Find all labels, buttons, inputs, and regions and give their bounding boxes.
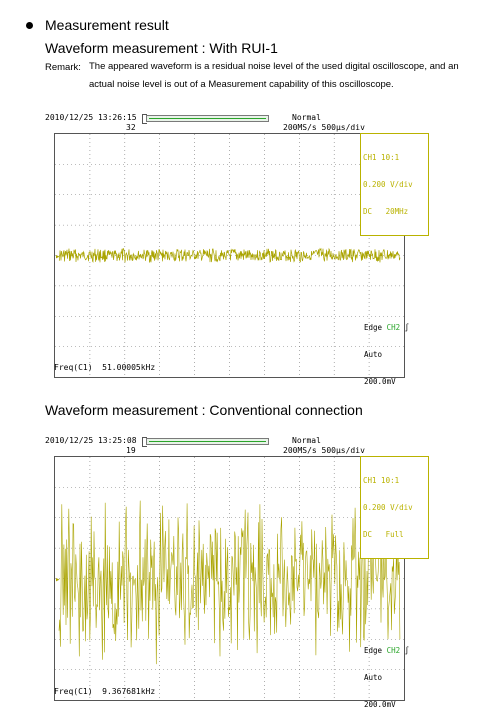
scope-count: 19 — [126, 446, 136, 455]
channel-line-3: DC Full — [363, 530, 404, 539]
memory-bar — [146, 438, 269, 445]
oscilloscope-capture-1 — [45, 113, 445, 386]
trigger-info — [364, 305, 409, 404]
remark-label: Remark: — [45, 62, 81, 73]
waveform-2-title: Waveform measurement : Conventional connection — [45, 402, 363, 418]
waveform-plot — [55, 457, 404, 700]
frequency-label: Freq(C1) — [54, 363, 93, 372]
frequency-readout — [54, 687, 155, 696]
remark-text: The appeared waveform is a residual noise level of the used digital oscilloscope, and an actual noise level is out of a Measurement capability of this oscilloscope. — [89, 61, 459, 90]
bullet-icon — [26, 22, 33, 29]
frequency-label: Freq(C1) — [54, 687, 93, 696]
channel-line-1: CH1 10:1 — [363, 153, 400, 162]
channel-info-box — [360, 456, 429, 559]
trigger-edge: Edge — [364, 323, 383, 332]
frequency-value: 9.367681kHz — [102, 687, 156, 696]
waveform-plot — [55, 134, 404, 377]
scope-mode: Normal — [292, 436, 321, 445]
channel-line-2: 0.200 V/div — [363, 503, 413, 512]
scope-count: 32 — [126, 123, 136, 132]
ground-marker-icon: ▸ — [56, 253, 60, 261]
trigger-level: 200.0mV — [364, 377, 396, 386]
trigger-channel: CH2 — [386, 646, 401, 655]
scope-datetime: 2010/12/25 13:26:15 — [45, 113, 137, 122]
scope-datetime: 2010/12/25 13:25:08 — [45, 436, 137, 445]
channel-line-3: DC 20MHz — [363, 207, 409, 216]
scope-screen — [54, 133, 405, 378]
ground-marker-icon: ▸ — [56, 576, 60, 584]
channel-line-2: 0.200 V/div — [363, 180, 413, 189]
edge-icon: ∫ — [404, 646, 410, 655]
channel-info-box — [360, 133, 429, 236]
trigger-mode: Auto — [364, 350, 383, 359]
scope-rate: 200MS/s 500µs/div — [283, 123, 365, 132]
trigger-level: 200.0mV — [364, 700, 396, 709]
section-title: Measurement result — [45, 17, 169, 33]
trigger-channel: CH2 — [386, 323, 401, 332]
edge-icon: ∫ — [404, 323, 410, 332]
frequency-readout — [54, 363, 155, 372]
scope-screen — [54, 456, 405, 701]
channel-line-1: CH1 10:1 — [363, 476, 400, 485]
memory-bar — [146, 115, 269, 122]
oscilloscope-capture-2 — [45, 436, 445, 709]
trigger-mode: Auto — [364, 673, 383, 682]
frequency-value: 51.00005kHz — [102, 363, 156, 372]
trigger-info — [364, 628, 409, 727]
scope-rate: 200MS/s 500µs/div — [283, 446, 365, 455]
trigger-edge: Edge — [364, 646, 383, 655]
scope-mode: Normal — [292, 113, 321, 122]
waveform-1-title: Waveform measurement : With RUI-1 — [45, 40, 278, 56]
